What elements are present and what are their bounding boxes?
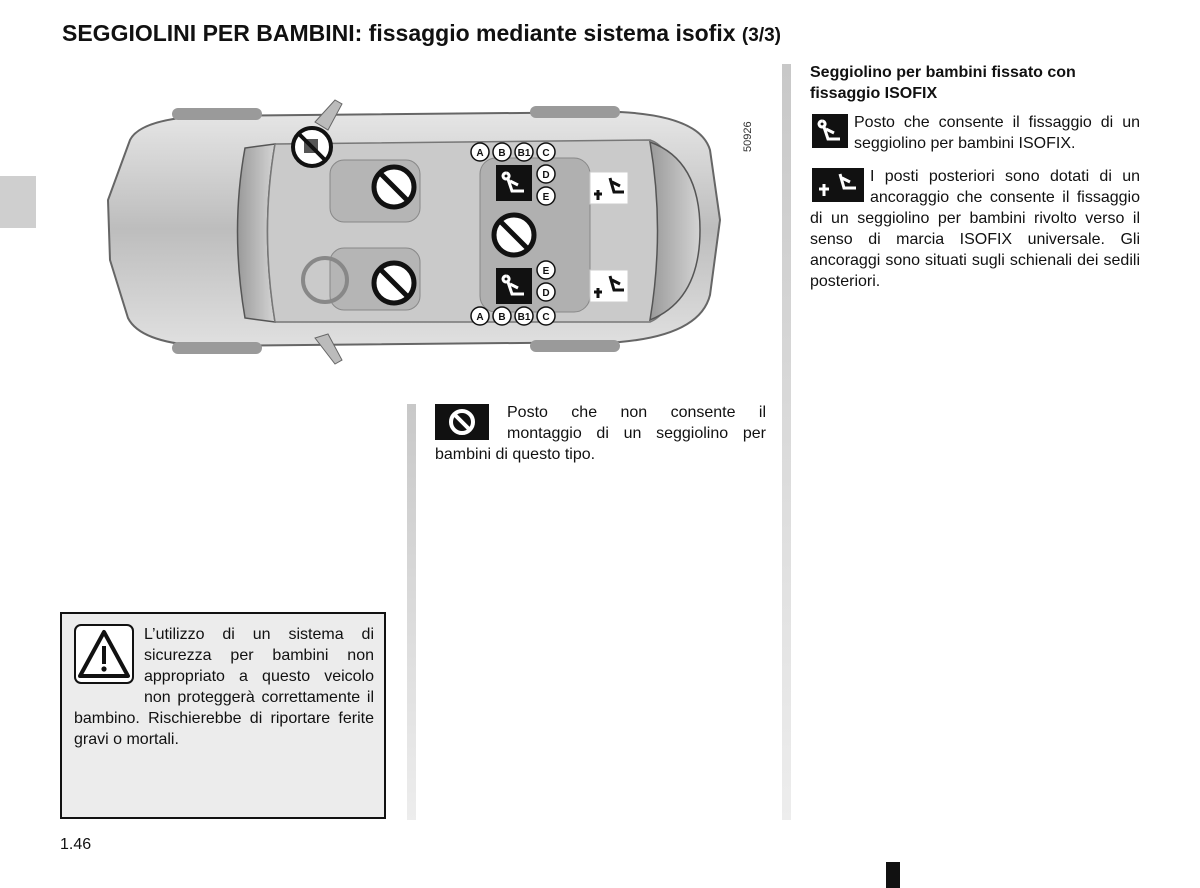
prohibited-rear-center: [494, 215, 534, 255]
wheel-front-bottom: [172, 342, 262, 354]
prohibited-icon: [435, 404, 489, 440]
page-title: [62, 20, 781, 47]
seat-label: E: [542, 192, 550, 203]
wheel-rear-top: [530, 106, 620, 118]
prohibited-front-bottom: [374, 263, 414, 303]
page-number: 1.46: [60, 836, 92, 853]
column-bar-right: [782, 64, 791, 820]
isofix-seat-icon-top: [496, 165, 532, 201]
warning-triangle-icon: [74, 624, 134, 684]
figure-code: [742, 112, 756, 152]
title-text: SEGGIOLINI PER BAMBINI: fissaggio mediante sistema isofix: [62, 20, 736, 46]
isofix-universal-paragraph: [810, 166, 1140, 292]
warning-box: [60, 612, 386, 819]
seat-label: B1: [517, 148, 531, 159]
corner-mark: [886, 862, 900, 888]
car-seat-diagram: [60, 60, 780, 390]
prohibited-paragraph: [435, 402, 766, 465]
section-heading: Seggiolino per bambini fissato con fissaggio ISOFIX: [810, 64, 1076, 102]
warning-text: L’utilizzo di un sistema di sicurezza per bambini non appropriato a questo veicolo non proteggerà correttamente il bambino. Rischierebbe di riportare ferite gravi o mortali.: [74, 626, 374, 748]
seat-label: B: [498, 148, 506, 159]
isofix-seat-icon: [812, 114, 848, 148]
isofix-description: Posto che consente il fissaggio di un seggiolino per bambini ISOFIX.: [854, 114, 1140, 152]
airbag-prohibited-icon: [293, 128, 331, 166]
prohibited-description: Posto che non consente il montaggio di un seggiolino per bambini di questo tipo.: [435, 404, 766, 463]
isofix-seat-icon-bottom: [496, 268, 532, 304]
isofix-section: [810, 62, 1140, 304]
prohibited-section: [435, 402, 766, 465]
isofix-universal-icon-bottom: [590, 270, 628, 302]
seat-label: B1: [517, 312, 531, 323]
seat-label: D: [542, 170, 550, 181]
seat-label: D: [542, 288, 550, 299]
isofix-universal-icon-top: [590, 172, 628, 204]
seat-label: E: [542, 266, 550, 277]
wheel-front-top: [172, 108, 262, 120]
seat-label: A: [476, 148, 484, 159]
figure-code-text: 50926: [742, 121, 754, 152]
seat-label: A: [476, 312, 484, 323]
seat-label: B: [498, 312, 506, 323]
column-bar-middle: [407, 404, 416, 820]
isofix-universal-icon: [812, 168, 864, 202]
chapter-tab: [0, 176, 36, 228]
wheel-rear-bottom: [530, 340, 620, 352]
prohibited-front-top: [374, 167, 414, 207]
seat-label: C: [542, 312, 550, 323]
isofix-paragraph: [810, 112, 1140, 154]
isofix-universal-description: I posti posteriori sono dotati di un ancoraggio che consente il fissaggio di un seggiolino per bambini rivolto verso il senso di marcia ISOFIX universale. Gli ancoraggi sono situati sugli schienali dei sedili posteriori.: [810, 168, 1140, 290]
seat-label: C: [542, 148, 550, 159]
title-suffix: (3/3): [741, 25, 781, 46]
